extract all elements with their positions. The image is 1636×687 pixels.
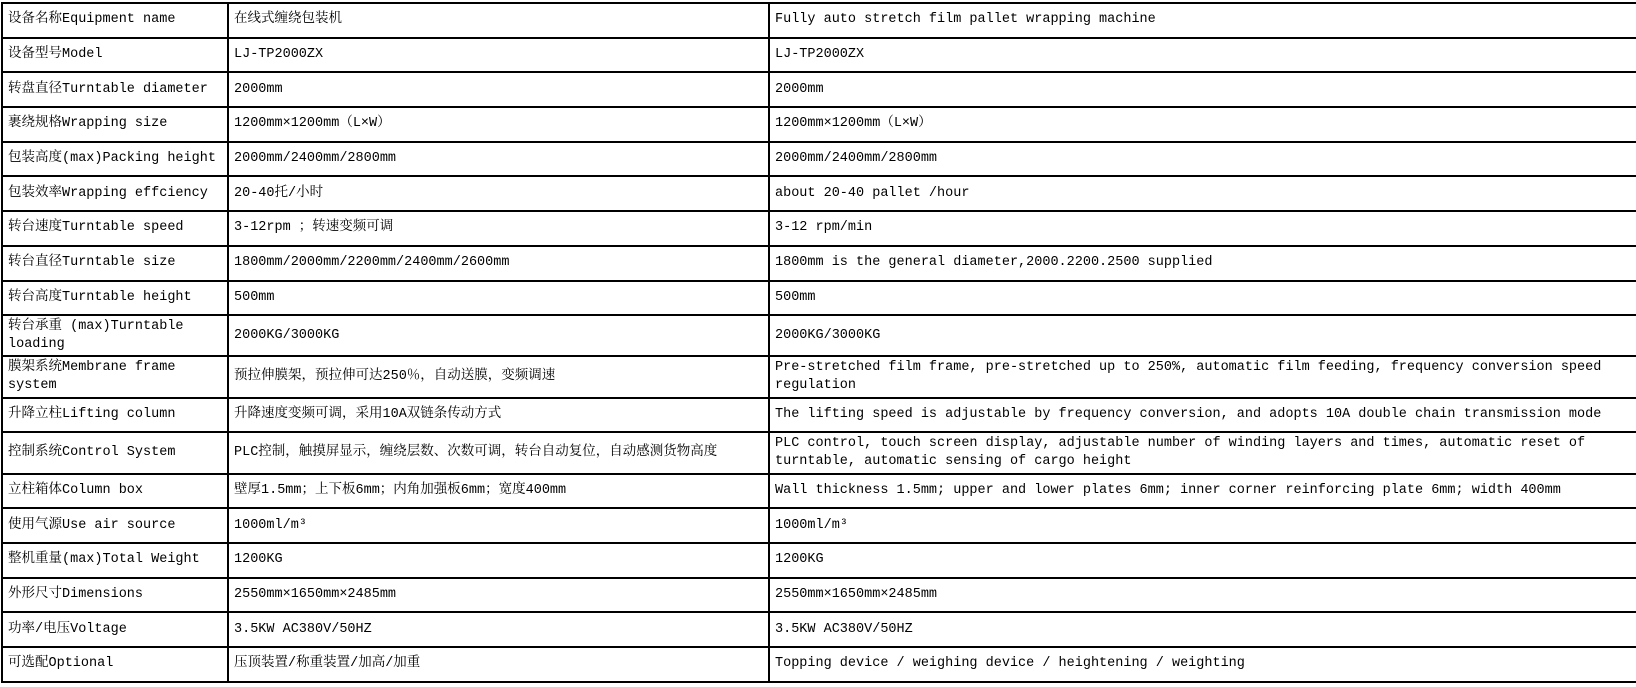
spec-label-cell: 立柱箱体Column box bbox=[2, 474, 228, 509]
spec-value-cn-cell: 在线式缠绕包装机 bbox=[228, 3, 769, 38]
spec-value-en-cell: Wall thickness 1.5mm; upper and lower plates 6mm; inner corner reinforcing plate 6mm; width 400mm bbox=[769, 474, 1636, 509]
table-row bbox=[2, 432, 1636, 473]
spec-value-cn-cell: 1200KG bbox=[228, 543, 769, 578]
spec-value-en-cell: about 20-40 pallet /hour bbox=[769, 176, 1636, 211]
spec-label-cell: 控制系统Control System bbox=[2, 432, 228, 473]
spec-label-cell: 包装高度(max)Packing height bbox=[2, 142, 228, 177]
table-row bbox=[2, 612, 1636, 647]
spec-label-cell: 使用气源Use air source bbox=[2, 508, 228, 543]
spec-label-cell: 转台速度Turntable speed bbox=[2, 211, 228, 246]
spec-value-cn-cell: LJ-TP2000ZX bbox=[228, 38, 769, 73]
spec-value-en-cell: 2000mm bbox=[769, 72, 1636, 107]
spec-value-en-cell: 3-12 rpm/min bbox=[769, 211, 1636, 246]
spec-value-en-cell: 2000KG/3000KG bbox=[769, 315, 1636, 356]
spec-value-en-cell: 3.5KW AC380V/50HZ bbox=[769, 612, 1636, 647]
spec-value-cn-cell: 壁厚1.5mm；上下板6mm；内角加强板6mm；宽度400mm bbox=[228, 474, 769, 509]
spec-value-cn-cell: 2000mm/2400mm/2800mm bbox=[228, 142, 769, 177]
table-row bbox=[2, 508, 1636, 543]
table-row bbox=[2, 211, 1636, 246]
spec-label-cell: 膜架系统Membrane frame system bbox=[2, 356, 228, 397]
spec-label-cell: 可选配Optional bbox=[2, 647, 228, 682]
spec-label-cell: 设备型号Model bbox=[2, 38, 228, 73]
spec-label-cell: 转台直径Turntable size bbox=[2, 246, 228, 281]
spec-value-cn-cell: 升降速度变频可调，采用10A双链条传动方式 bbox=[228, 398, 769, 433]
table-row bbox=[2, 356, 1636, 397]
spec-label-cell: 设备名称Equipment name bbox=[2, 3, 228, 38]
table-row bbox=[2, 176, 1636, 211]
table-row bbox=[2, 142, 1636, 177]
spec-label-cell: 转台高度Turntable height bbox=[2, 281, 228, 316]
spec-value-cn-cell: 20-40托/小时 bbox=[228, 176, 769, 211]
spec-value-cn-cell: 500mm bbox=[228, 281, 769, 316]
table-row bbox=[2, 3, 1636, 38]
spec-value-en-cell: 1000ml/m³ bbox=[769, 508, 1636, 543]
table-row bbox=[2, 38, 1636, 73]
spec-value-en-cell: 1200KG bbox=[769, 543, 1636, 578]
spec-label-cell: 转盘直径Turntable diameter bbox=[2, 72, 228, 107]
table-row bbox=[2, 398, 1636, 433]
table-row bbox=[2, 578, 1636, 613]
spec-value-en-cell: PLC control, touch screen display, adjustable number of winding layers and times, automatic reset of turntable, automatic sensing of cargo height bbox=[769, 432, 1636, 473]
spec-label-cell: 外形尺寸Dimensions bbox=[2, 578, 228, 613]
equipment-spec-table bbox=[1, 2, 1636, 683]
table-row bbox=[2, 543, 1636, 578]
spec-value-cn-cell: 3-12rpm ；转速变频可调 bbox=[228, 211, 769, 246]
spec-label-cell: 整机重量(max)Total Weight bbox=[2, 543, 228, 578]
spec-label-cell: 升降立柱Lifting column bbox=[2, 398, 228, 433]
spec-value-en-cell: 2550mm×1650mm×2485mm bbox=[769, 578, 1636, 613]
spec-value-en-cell: Pre-stretched film frame, pre-stretched up to 250%, automatic film feeding, frequency conversion speed regulation bbox=[769, 356, 1636, 397]
spec-label-cell: 包装效率Wrapping effciency bbox=[2, 176, 228, 211]
spec-value-cn-cell: 预拉伸膜架，预拉伸可达250％，自动送膜，变频调速 bbox=[228, 356, 769, 397]
spec-value-cn-cell: 1800mm/2000mm/2200mm/2400mm/2600mm bbox=[228, 246, 769, 281]
spec-label-cell: 功率/电压Voltage bbox=[2, 612, 228, 647]
spec-value-en-cell: 2000mm/2400mm/2800mm bbox=[769, 142, 1636, 177]
table-row bbox=[2, 246, 1636, 281]
spec-value-cn-cell: 3.5KW AC380V/50HZ bbox=[228, 612, 769, 647]
table-row bbox=[2, 107, 1636, 142]
spec-value-en-cell: LJ-TP2000ZX bbox=[769, 38, 1636, 73]
spec-value-cn-cell: 压顶装置/称重装置/加高/加重 bbox=[228, 647, 769, 682]
table-row bbox=[2, 474, 1636, 509]
spec-value-en-cell: 1800mm is the general diameter,2000.2200.2500 supplied bbox=[769, 246, 1636, 281]
spec-value-cn-cell: 1200mm×1200mm（L×W） bbox=[228, 107, 769, 142]
spec-value-cn-cell: 1000ml/m³ bbox=[228, 508, 769, 543]
table-row bbox=[2, 72, 1636, 107]
spec-label-cell: 裹绕规格Wrapping size bbox=[2, 107, 228, 142]
spec-value-en-cell: 500mm bbox=[769, 281, 1636, 316]
table-row bbox=[2, 647, 1636, 682]
spec-value-en-cell: The lifting speed is adjustable by frequency conversion, and adopts 10A double chain transmission mode bbox=[769, 398, 1636, 433]
spec-value-en-cell: Topping device / weighing device / heightening / weighting bbox=[769, 647, 1636, 682]
spec-value-en-cell: 1200mm×1200mm（L×W） bbox=[769, 107, 1636, 142]
spec-table-body bbox=[2, 3, 1636, 682]
spec-value-cn-cell: 2550mm×1650mm×2485mm bbox=[228, 578, 769, 613]
spec-value-cn-cell: 2000mm bbox=[228, 72, 769, 107]
spec-value-cn-cell: 2000KG/3000KG bbox=[228, 315, 769, 356]
spec-value-en-cell: Fully auto stretch film pallet wrapping machine bbox=[769, 3, 1636, 38]
spec-label-cell: 转台承重 (max)Turntable loading bbox=[2, 315, 228, 356]
spec-value-cn-cell: PLC控制，触摸屏显示，缠绕层数、次数可调，转台自动复位，自动感测货物高度 bbox=[228, 432, 769, 473]
table-row bbox=[2, 281, 1636, 316]
table-row bbox=[2, 315, 1636, 356]
